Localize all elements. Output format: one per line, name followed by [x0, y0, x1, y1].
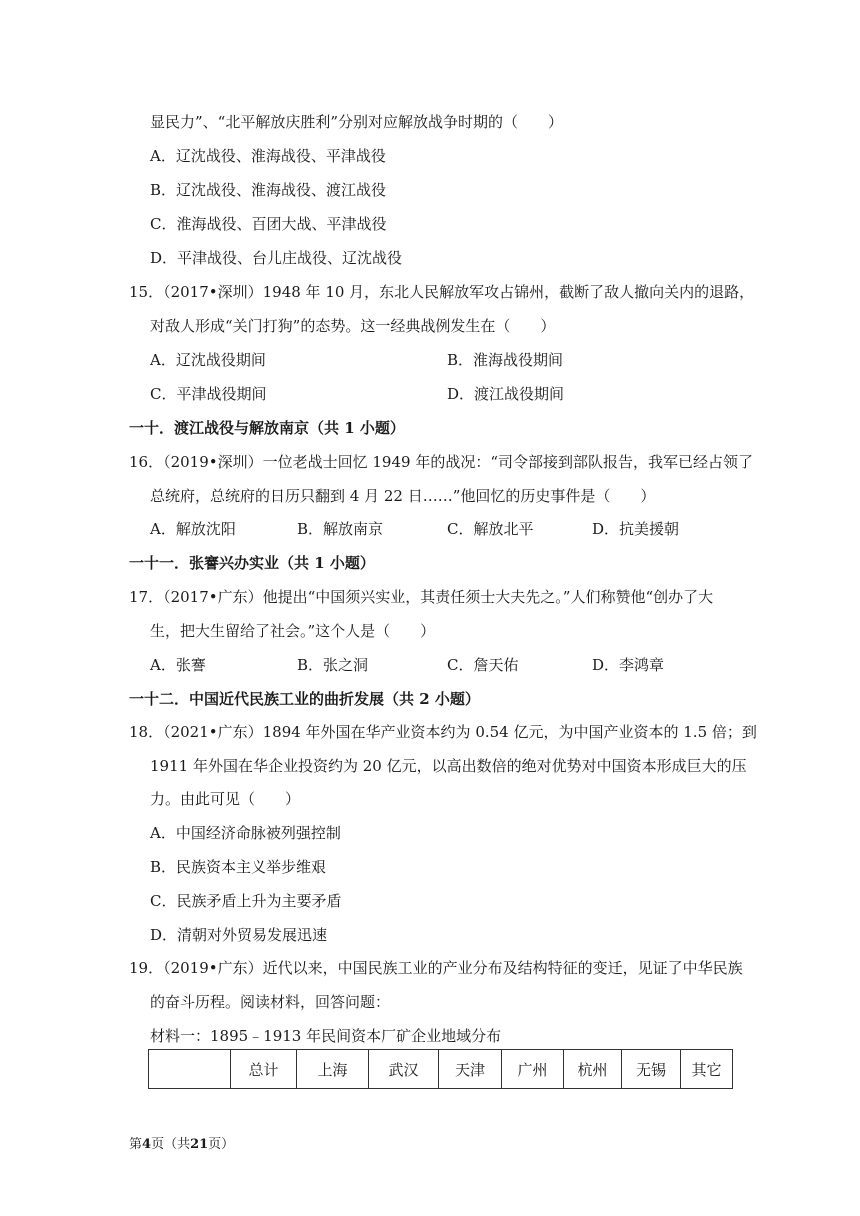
q16-option-b: B．解放南京: [297, 520, 384, 538]
q14-option-c: C．淮海战役、百团大战、平津战役: [150, 215, 387, 233]
section-heading-10: 一十．渡江战役与解放南京（共 1 小题）: [129, 419, 405, 437]
q19-stem-line2: 的奋斗历程。阅读材料，回答问题：: [150, 993, 391, 1011]
table-header-cell: 广州: [502, 1050, 564, 1089]
table-header-row: [149, 1050, 733, 1089]
q15-stem-line2: 对敌人形成“关门打狗”的态势。这一经典战例发生在（ ）: [150, 317, 556, 335]
q15-option-d: D．渡江战役期间: [447, 385, 565, 403]
table-header-cell: 无锡: [622, 1050, 681, 1089]
q17-option-a: A．张謇: [150, 656, 206, 674]
q18-option-a: A．中国经济命脉被列强控制: [150, 824, 341, 842]
q16-option-d: D．抗美援朝: [592, 520, 680, 538]
table-header-cell: 上海: [297, 1050, 369, 1089]
q18-stem-line2: 1911 年外国在华企业投资约为 20 亿元，以高出数倍的绝对优势对中国资本形成巨大的压: [150, 757, 747, 775]
q17-option-c: C．詹天佑: [447, 656, 519, 674]
footer-total-pages: 21: [190, 1137, 209, 1152]
q16-option-a: A．解放沈阳: [150, 520, 236, 538]
footer-prefix: 第: [129, 1137, 143, 1152]
q19-stem-line1: 19．（2019•广东）近代以来，中国民族工业的产业分布及结构特征的变迁，见证了中华民族: [129, 959, 743, 977]
q16-stem-line2: 总统府，总统府的日历只翻到 4 月 22 日……”他回忆的历史事件是（ ）: [150, 487, 656, 505]
q15-stem-line1: 15．（2017•深圳）1948 年 10 月，东北人民解放军攻占锦州，截断了敌人撤向关内的退路，: [129, 283, 755, 301]
q15-option-a: A．辽沈战役期间: [150, 351, 266, 369]
q18-option-c: C．民族矛盾上升为主要矛盾: [150, 892, 342, 910]
table-header-cell: 杭州: [564, 1050, 622, 1089]
q15-option-c: C．平津战役期间: [150, 385, 267, 403]
table-header-cell: 其它: [681, 1050, 733, 1089]
q16-option-c: C．解放北平: [447, 520, 534, 538]
q14-option-a: A．辽沈战役、淮海战役、平津战役: [150, 147, 386, 165]
q18-option-b: B．民族资本主义举步维艰: [150, 858, 327, 876]
q15-option-b: B．淮海战役期间: [447, 351, 564, 369]
q18-stem-line1: 18．（2021•广东）1894 年外国在华产业资本约为 0.54 亿元，为中国产业资本的 1.5 倍；到: [129, 723, 757, 741]
page-footer: [129, 1136, 234, 1154]
q17-option-b: B．张之洞: [297, 656, 369, 674]
footer-suffix: 页）: [208, 1137, 235, 1152]
q16-stem-line1: 16．（2019•深圳）一位老战士回忆 1949 年的战况：“司令部接到部队报告，我军已经占领了: [129, 453, 753, 471]
table-header-cell-empty: [149, 1050, 231, 1089]
q17-option-d: D．李鸿章: [592, 656, 665, 674]
footer-mid: 页（共: [151, 1137, 191, 1152]
q17-stem-line2: 生，把大生留给了社会。”这个人是（ ）: [150, 622, 436, 640]
table-header-cell: 天津: [439, 1050, 502, 1089]
q14-option-b: B．辽沈战役、淮海战役、渡江战役: [150, 181, 387, 199]
q14-option-d: D．平津战役、台儿庄战役、辽沈战役: [150, 249, 403, 267]
q17-stem-line1: 17．（2017•广东）他提出“中国须兴实业，其责任须士大夫先之。”人们称赞他“创办了大: [129, 588, 714, 606]
section-heading-12: 一十二．中国近代民族工业的曲折发展（共 2 小题）: [129, 690, 480, 708]
q18-option-d: D．清朝对外贸易发展迅速: [150, 926, 328, 944]
table-header-cell: 武汉: [369, 1050, 439, 1089]
q19-material1-table: [148, 1049, 733, 1089]
section-heading-11: 一十一．张謇兴办实业（共 1 小题）: [129, 554, 375, 572]
q18-stem-line3: 力。由此可见（ ）: [150, 790, 301, 808]
footer-page-number: 4: [142, 1137, 152, 1152]
table-header-cell: 总计: [231, 1050, 297, 1089]
q14-stem-continuation: 显民力”、“北平解放庆胜利”分别对应解放战争时期的（ ）: [150, 113, 564, 131]
q19-material1-caption: 材料一：1895﹣1913 年民间资本厂矿企业地域分布: [150, 1027, 502, 1045]
